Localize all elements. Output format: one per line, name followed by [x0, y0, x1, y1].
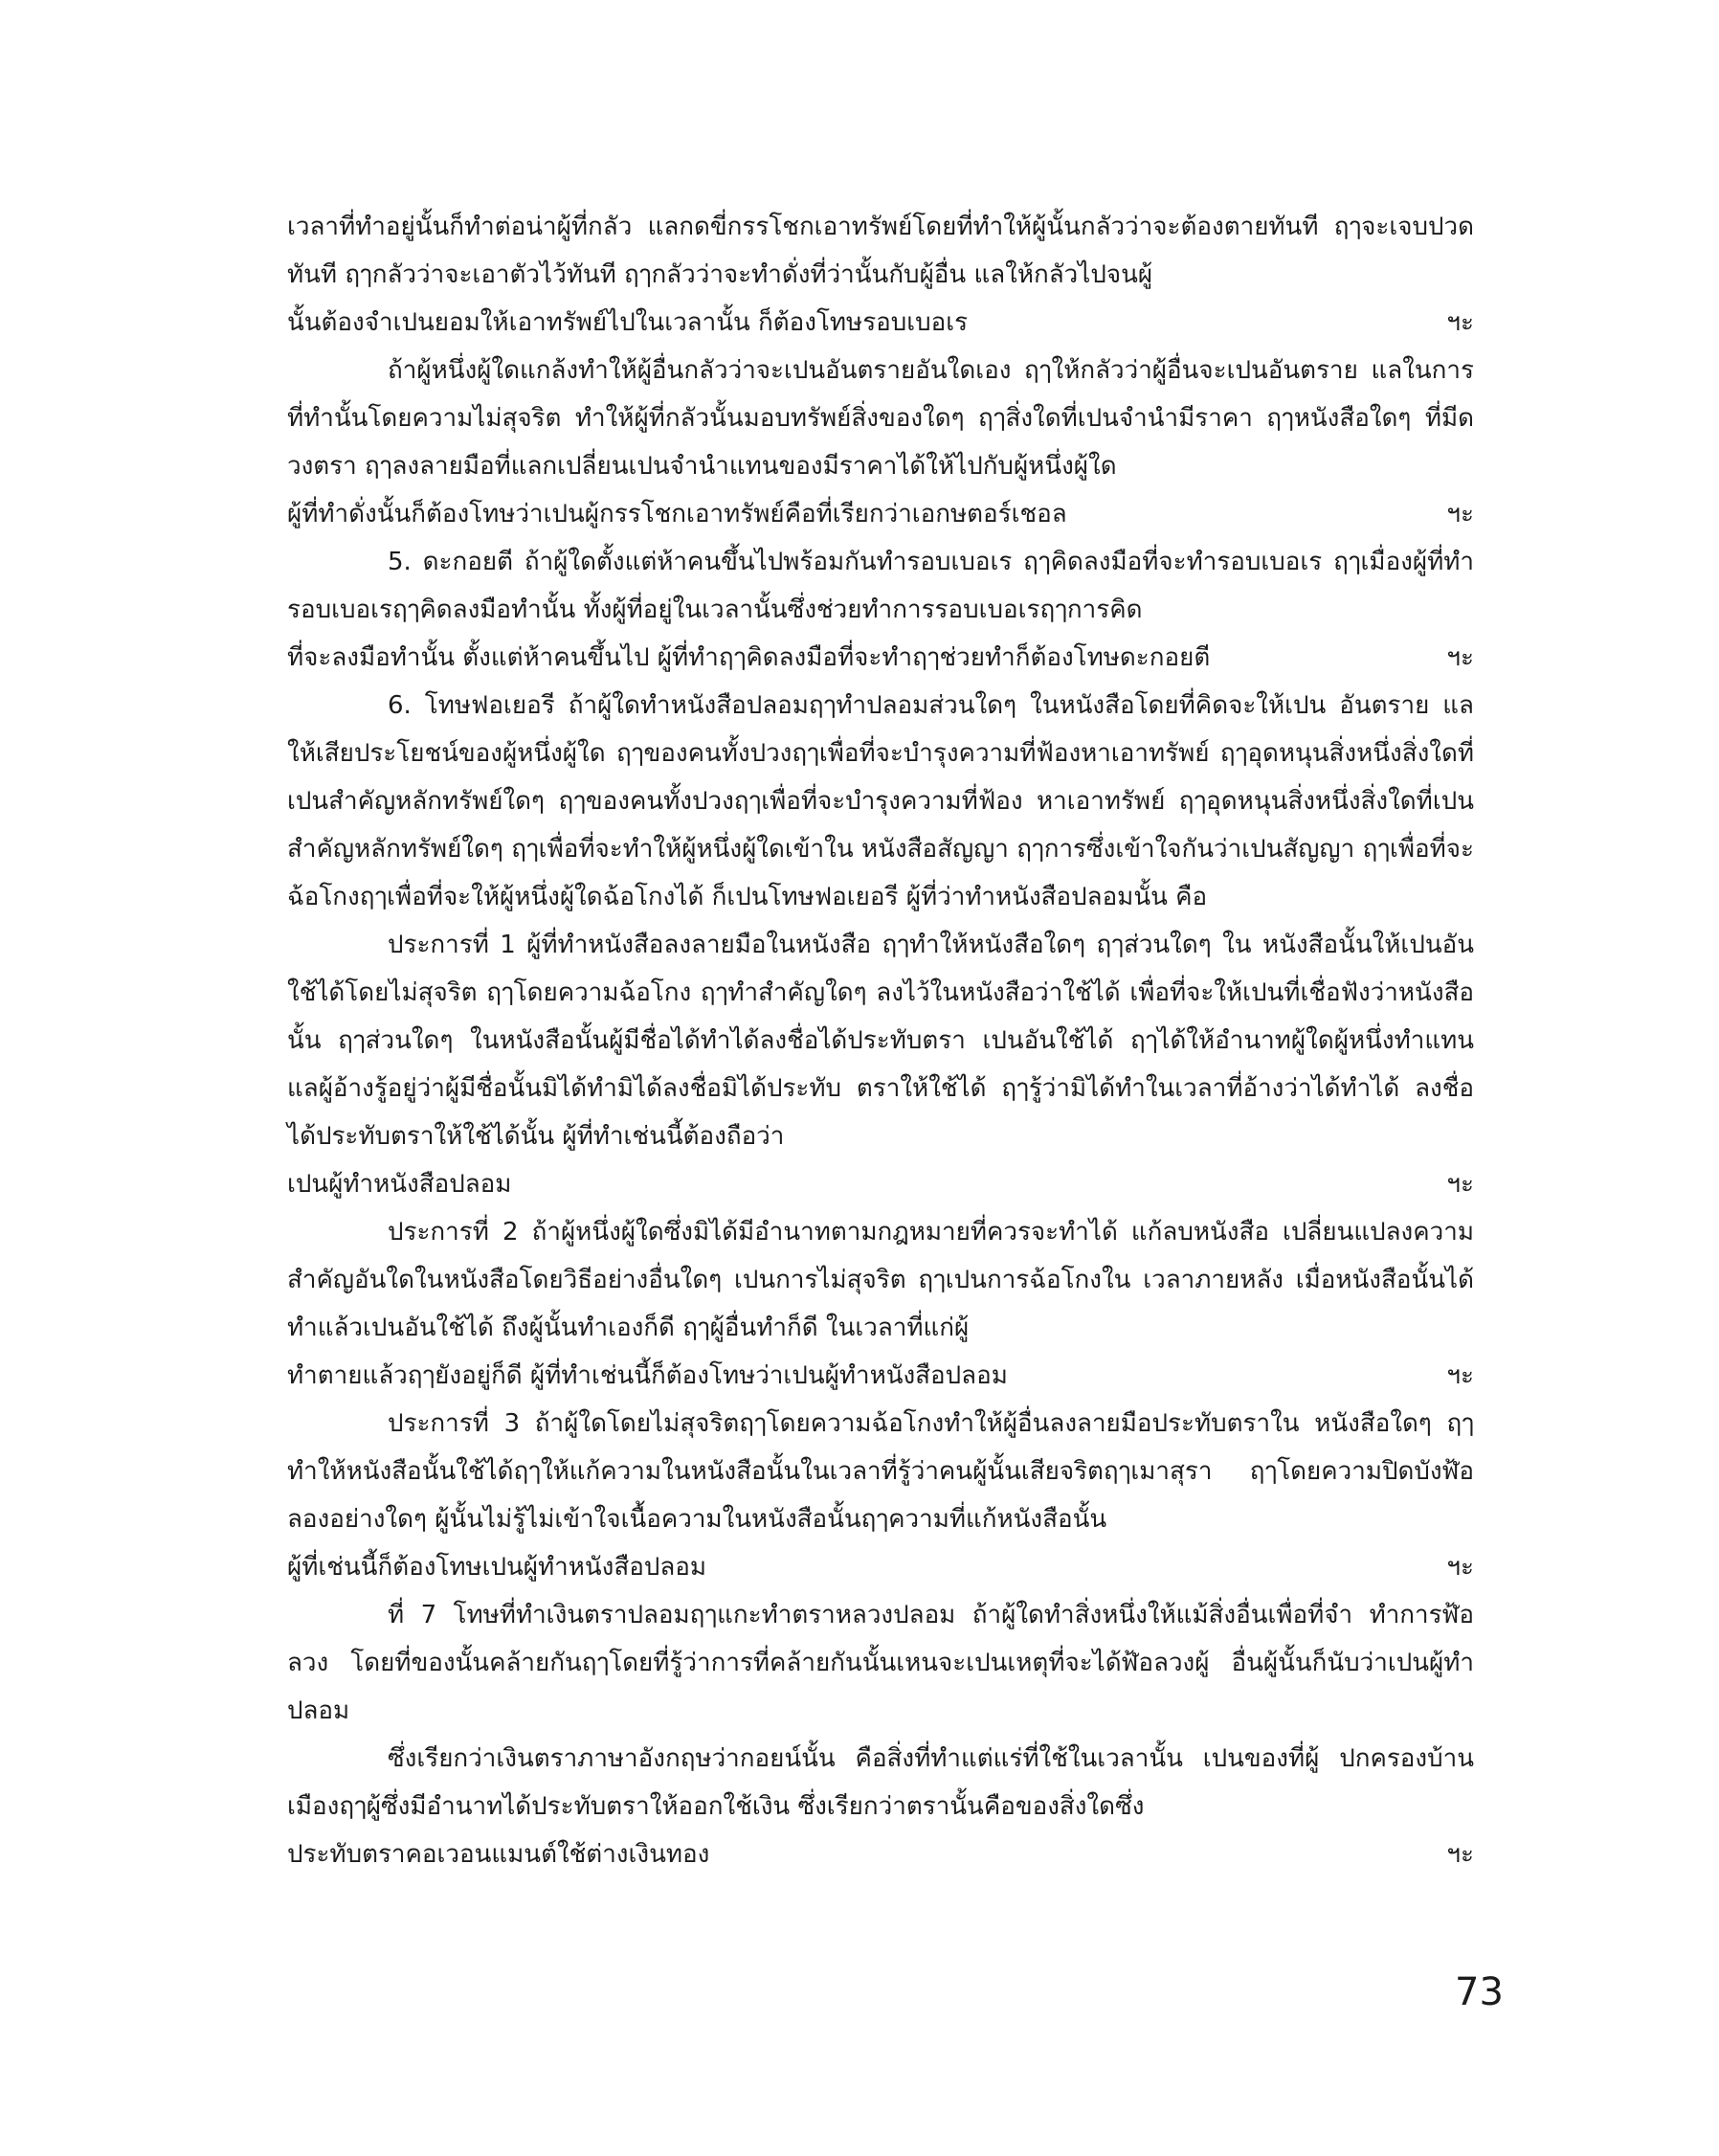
paragraph-last-line-text: ที่จะลงมือทำนั้น ตั้งแต่ห้าคนขึ้นไป ผู้ที่ทำฤๅคิดลงมือที่จะทำฤๅช่วยทำก็ต้องโทษดะกอยตี	[287, 643, 1211, 672]
paragraph-last-line	[287, 490, 1474, 538]
paragraph-last-line-text: ผู้ที่ทำดั่งนั้นก็ต้องโทษว่าเปนผู้กรรโชกเอาทรัพย์คือที่เรียกว่าเอกษตอร์เชอล	[287, 500, 1067, 528]
section-end-mark: ฯะ	[1446, 1553, 1474, 1582]
paragraph-text: ประการที่ 1 ผู้ที่ทำหนังสือลงลายมือในหนังสือ ฤๅทำให้หนังสือใดๆ ฤๅส่วนใดๆ ใน หนังสือนั้นให้เปนอันใช้ได้โดยไม่สุจริต ฤๅโดยความฉ้อโกง ฤๅทำสำคัญใดๆ ลงไว้ในหนังสือว่าใช้ได้ เพื่อที่จะให้เปนที่เชื่อฟังว่าหนังสือนั้น ฤๅส่วนใดๆ ในหนังสือนั้นผู้มีชื่อได้ทำได้ลงชื่อได้ประทับตรา เปนอันใช้ได้ ฤๅได้ให้อำนาทผู้ใดผู้หนึ่งทำแทน แลผู้อ้างรู้อยู่ว่าผู้มีชื่อนั้นมิได้ทำมิได้ลงชื่อมิได้ประทับ ตราให้ใช้ได้ ฤๅรู้ว่ามิได้ทำในเวลาที่อ้างว่าได้ทำได้ ลงชื่อได้ประทับตราให้ใช้ได้นั้น ผู้ที่ทำเช่นนี้ต้องถือว่า	[287, 931, 1474, 1151]
paragraph-2	[287, 347, 1474, 538]
paragraph-7	[287, 1400, 1474, 1591]
paragraph-9	[287, 1735, 1474, 1878]
paragraph-text: ที่ 7 โทษที่ทำเงินตราปลอมฤๅแกะทำตราหลวงปลอม ถ้าผู้ใดทำสิ่งหนึ่งให้แม้สิ่งอื่นเพื่อที่จำ ทำการฬ้อลวง โดยที่ของนั้นคล้ายกันฤๅโดยที่รู้ว่าการที่คล้ายกันนั้นเหนจะเปนเหตุที่จะได้ฬ้อลวงผู้ อื่นผู้นั้นก็นับว่าเปนผู้ทำปลอม	[287, 1601, 1474, 1725]
paragraph-last-line-text: นั้นต้องจำเปนยอมให้เอาทรัพย์ไปในเวลานั้น ก็ต้องโทษรอบเบอเร	[287, 308, 969, 337]
paragraph-text: ซึ่งเรียกว่าเงินตราภาษาอังกฤษว่ากอยน์นั้น คือสิ่งที่ทำแต่แร่ที่ใช้ในเวลานั้น เปนของที่ผู้ ปกครองบ้านเมืองฤๅผู้ซึ่งมีอำนาทได้ประทับตราให้ออกใช้เงิน ซึ่งเรียกว่าตรานั้นคือของสิ่งใดซึ่ง	[287, 1744, 1474, 1821]
section-end-mark: ฯะ	[1446, 308, 1474, 337]
paragraph-text: ประการที่ 2 ถ้าผู้หนึ่งผู้ใดซึ่งมิได้มีอำนาทตามกฎหมายที่ควรจะทำได้ แก้ลบหนังสือ เปลี่ยนแปลงความสำคัญอันใดในหนังสือโดยวิธีอย่างอื่นใดๆ เปนการไม่สุจริต ฤๅเปนการฉ้อโกงใน เวลาภายหลัง เมื่อหนังสือนั้นได้ทำแล้วเปนอันใช้ได้ ถึงผู้นั้นทำเองก็ดี ฤๅผู้อื่นทำก็ดี ในเวลาที่แก่ผู้	[287, 1218, 1474, 1342]
paragraph-last-line-text: ประทับตราคอเวอนแมนต์ใช้ต่างเงินทอง	[287, 1840, 710, 1869]
paragraph-3	[287, 538, 1474, 682]
body-text	[287, 203, 1474, 1878]
paragraph-text: 5. ดะกอยตี ถ้าผู้ใดตั้งแต่ห้าคนขึ้นไปพร้อมกันทำรอบเบอเร ฤๅคิดลงมือที่จะทำรอบเบอเร ฤๅเมื่องผู้ที่ทำรอบเบอเรฤๅคิดลงมือทำนั้น ทั้งผู้ที่อยู่ในเวลานั้นซึ่งช่วยทำการรอบเบอเรฤๅการคิด	[287, 548, 1474, 624]
paragraph-1	[287, 203, 1474, 347]
paragraph-text: 6. โทษฟอเยอรี ถ้าผู้ใดทำหนังสือปลอมฤๅทำปลอมส่วนใดๆ ในหนังสือโดยที่คิดจะให้เปน อันตราย แลให้เสียประโยชน์ของผู้หนึ่งผู้ใด ฤๅของคนทั้งปวงฤๅเพื่อที่จะบำรุงความที่ฟ้องหาเอาทรัพย์ ฤๅอุดหนุนสิ่งหนึ่งสิ่งใดที่เปนสำคัญหลักทรัพย์ใดๆ ฤๅของคนทั้งปวงฤๅเพื่อที่จะบำรุงความที่ฟ้อง หาเอาทรัพย์ ฤๅอุดหนุนสิ่งหนึ่งสิ่งใดที่เปนสำคัญหลักทรัพย์ใดๆ ฤๅเพื่อที่จะทำให้ผู้หนึ่งผู้ใดเข้าใน หนังสือสัญญา ฤๅการซึ่งเข้าใจกันว่าเปนสัญญา ฤๅเพื่อที่จะฉ้อโกงฤๅเพื่อที่จะให้ผู้หนึ่งผู้ใดฉ้อโกงได้ ก็เปนโทษฟอเยอรี ผู้ที่ว่าทำหนังสือปลอมนั้น คือ	[287, 691, 1474, 911]
section-end-mark: ฯะ	[1446, 1840, 1474, 1869]
paragraph-last-line	[287, 1830, 1474, 1878]
paragraph-last-line	[287, 1352, 1474, 1400]
section-end-mark: ฯะ	[1446, 1361, 1474, 1390]
paragraph-text: ประการที่ 3 ถ้าผู้ใดโดยไม่สุจริตฤๅโดยความฉ้อโกงทำให้ผู้อื่นลงลายมือประทับตราใน หนังสือใดๆ ฤๅทำให้หนังสือนั้นใช้ได้ฤๅให้แก้ความในหนังสือนั้นในเวลาที่รู้ว่าคนผู้นั้นเสียจริตฤๅเมาสุรา ฤๅโดยความปิดบังฬ้อลองอย่างใดๆ ผู้นั้นไม่รู้ไม่เข้าใจเนื้อความในหนังสือนั้นฤๅความที่แก้หนังสือนั้น	[287, 1409, 1474, 1534]
paragraph-6	[287, 1208, 1474, 1400]
paragraph-last-line	[287, 299, 1474, 347]
section-end-mark: ฯะ	[1446, 643, 1474, 672]
paragraph-text: ถ้าผู้หนึ่งผู้ใดแกล้งทำให้ผู้อื่นกลัวว่าจะเปนอันตรายอันใดเอง ฤๅให้กลัวว่าผู้อื่นจะเปนอันตราย แลในการที่ทำนั้นโดยความไม่สุจริต ทำให้ผู้ที่กลัวนั้นมอบทรัพย์สิ่งของใดๆ ฤๅสิ่งใดที่เปนจำนำมีราคา ฤๅหนังสือใดๆ ที่มีดวงตรา ฤๅลงลายมือที่แลกเปลี่ยนเปนจำนำแทนของมีราคาได้ให้ไปกับผู้หนึ่งผู้ใด	[287, 356, 1474, 481]
paragraph-5	[287, 921, 1474, 1208]
paragraph-last-line	[287, 1160, 1474, 1208]
section-end-mark: ฯะ	[1446, 500, 1474, 528]
paragraph-last-line-text: เปนผู้ทำหนังสือปลอม	[287, 1170, 512, 1199]
paragraph-8	[287, 1591, 1474, 1735]
paragraph-last-line	[287, 1543, 1474, 1591]
section-end-mark: ฯะ	[1446, 1170, 1474, 1199]
paragraph-text: เวลาที่ทำอยู่นั้นก็ทำต่อน่าผู้ที่กลัว แลกดขี่กรรโชกเอาทรัพย์โดยที่ทำให้ผู้นั้นกลัวว่าจะต้องตายทันที ฤๅจะเจบปวดทันที ฤๅกลัวว่าจะเอาตัวไว้ทันที ฤๅกลัวว่าจะทำดั่งที่ว่านั้นกับผู้อื่น แลให้กลัวไปจนผู้	[287, 213, 1474, 289]
paragraph-last-line-text: ผู้ที่เช่นนี้ก็ต้องโทษเปนผู้ทำหนังสือปลอม	[287, 1553, 707, 1582]
paragraph-last-line-text: ทำตายแล้วฤๅยังอยู่ก็ดี ผู้ที่ทำเช่นนี้ก็ต้องโทษว่าเปนผู้ทำหนังสือปลอม	[287, 1361, 1008, 1390]
page-number: 73	[1455, 1970, 1504, 2014]
paragraph-last-line	[287, 634, 1474, 682]
paragraph-4	[287, 682, 1474, 921]
